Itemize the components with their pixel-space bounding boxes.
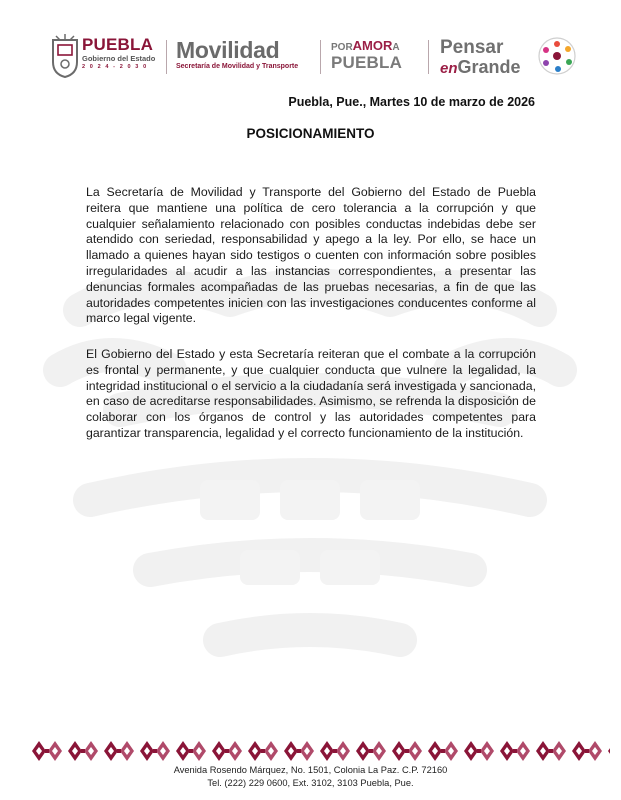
body-paragraph: El Gobierno del Estado y esta Secretaría reiteran que el combate a la corrupción es frontal y permanente, y que cualquier conducta que vulnere la legalidad, la integridad institucional o el servicio a la ciudadanía será investigada y sancionada, en caso de acreditarse responsabilidades. Asimismo, se refrenda la disposición de colaborar con los órganos de control y las autoridades competentes para garantizar transparencia, legalidad y el correcto funcionamiento de la institución. — [86, 347, 536, 440]
pensar-logo-line1: Pensar — [440, 37, 504, 58]
pensar-logo-grande: Grande — [457, 57, 521, 77]
footer-address-line2: Tel. (222) 229 0600, Ext. 3102, 3103 Puebla, Pue. — [207, 777, 414, 788]
puebla-logo-years: 2 0 2 4 - 2 0 3 0 — [82, 64, 148, 70]
movilidad-logo-subtitle: Secretaría de Movilidad y Transporte — [176, 63, 299, 70]
amor-logo-a: A — [392, 42, 400, 53]
movilidad-logo-name: Movilidad — [176, 37, 280, 63]
body-paragraph: La Secretaría de Movilidad y Transporte del Gobierno del Estado de Puebla reitera que mantiene una política de cero tolerancia a la corrupción y que cualquier señalamiento relacionado con posibles conductas indebidas debe ser atendido con seriedad, responsabilidad y apego a la ley. Por ello, se hace un llamado a quienes hayan sido testigos o cuenten con información sobre posibles irregularidades al acudir a las instancias correspondientes, a presentar las denuncias formales acompañadas de las pruebas necesarias, a fin de que las autoridades competentes inicien con las investigaciones conducentes conforme al marco legal vigente. — [86, 185, 536, 326]
decorative-pattern-band — [30, 737, 610, 765]
puebla-logo-subtitle: Gobierno del Estado — [82, 54, 156, 63]
puebla-logo-name: PUEBLA — [82, 35, 154, 54]
amor-logo-amor: AMOR — [352, 38, 393, 53]
coat-of-arms-icon — [50, 34, 80, 78]
people-circle-badge-icon — [537, 36, 577, 76]
por-amor-a-puebla-logo — [331, 40, 415, 72]
logo-divider — [166, 40, 167, 74]
footer-address — [0, 764, 621, 789]
document-title: POSICIONAMIENTO — [246, 126, 375, 141]
amor-logo-puebla: PUEBLA — [331, 53, 403, 72]
logo-divider — [320, 40, 321, 74]
document-date: Puebla, Pue., Martes 10 de marzo de 2026 — [288, 95, 535, 109]
pensar-en-grande-logo — [440, 38, 530, 78]
movilidad-logo — [176, 38, 298, 72]
footer-address-line1: Avenida Rosendo Márquez, No. 1501, Colonia La Paz. C.P. 72160 — [173, 765, 448, 775]
amor-logo-por: POR — [331, 42, 353, 53]
logo-divider — [428, 40, 429, 74]
pensar-logo-en: en — [440, 60, 458, 77]
letterhead-header — [0, 30, 621, 90]
puebla-government-logo — [50, 34, 160, 82]
